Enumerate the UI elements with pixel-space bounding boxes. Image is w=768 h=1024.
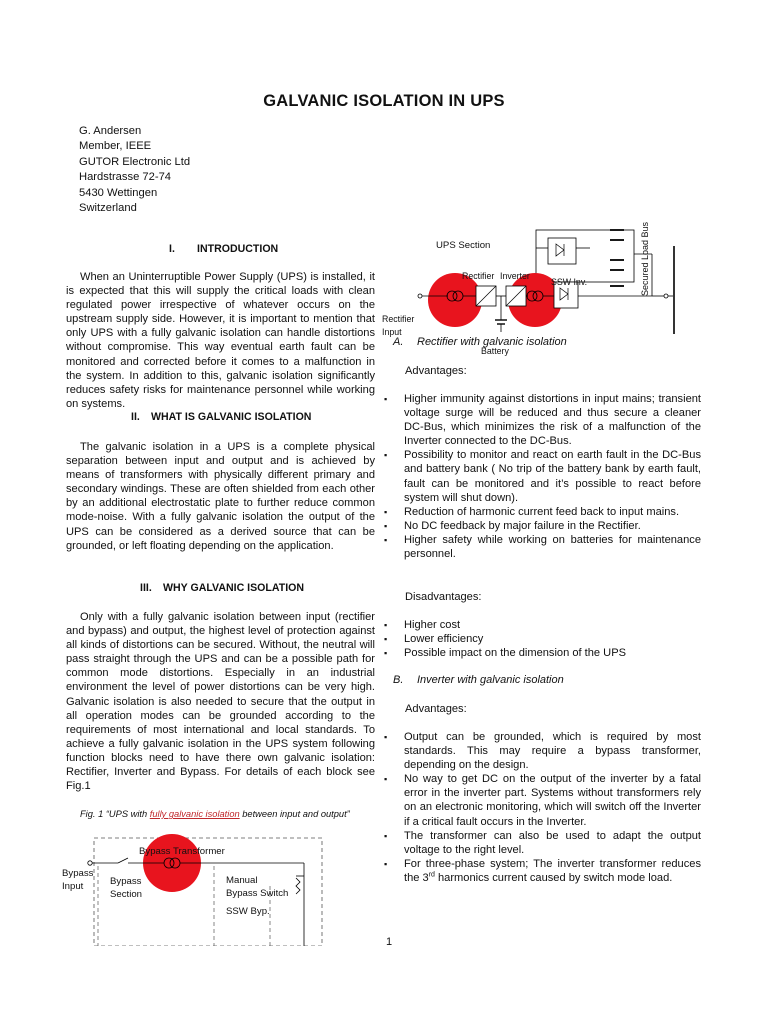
list-item: ▪ Possible impact on the dimension of the UPS [404, 646, 701, 660]
label-ssw-inv: SSW Inv. [551, 277, 588, 287]
subsection-a-heading: A. Rectifier with galvanic isolation [393, 336, 567, 348]
list-item: ▪ The transformer can also be used to adapt the output voltage to the right level. [404, 829, 701, 857]
section-heading-introduction: I. INTRODUCTION [169, 243, 279, 255]
advantages-b-label: Advantages: [405, 703, 467, 715]
label-inverter: Inverter [500, 271, 530, 281]
label-bypass-input-1: Bypass [62, 868, 94, 879]
advantages-a-list [404, 392, 701, 561]
author-city: 5430 Wettingen [79, 186, 158, 199]
list-item: ▪ Reduction of harmonic current feed back to input mains. [404, 505, 701, 519]
label-bypass-transformer: Bypass Transformer [139, 846, 225, 857]
list-item: ▪ Higher immunity against distortions in input mains; transient voltage surge will be reduced and thus secure a cleaner DC-Bus, which minimizes the risk of a malfunction of the Inverter connected to the DC-Bus. [404, 392, 701, 448]
label-rectifier-input-2: Input [382, 327, 402, 337]
list-item: ▪ Lower efficiency [404, 632, 701, 646]
author-company: GUTOR Electronic Ltd [79, 155, 191, 168]
list-item: ▪ No way to get DC on the output of the inverter by a fatal error in the inverter part. Systems without transformers rely on an electronic monitoring, which will switch off the Inverter if a critical fault occurs in the Inverter. [404, 772, 701, 828]
label-battery: Battery [481, 346, 509, 356]
label-ups-section: UPS Section [436, 240, 491, 251]
disadvantages-a-list [404, 618, 701, 660]
subsection-b-heading: B. Inverter with galvanic isolation [393, 674, 564, 686]
figure-1-caption: Fig. 1 “UPS with fully galvanic isolation between input and output” [80, 809, 350, 819]
label-ssw-byp: SSW Byp. [226, 906, 270, 917]
ssw-bypass-box [548, 238, 576, 264]
manual-bypass-switch-symbol [296, 878, 300, 894]
advantages-a-label: Advantages: [405, 365, 467, 377]
label-manual-2: Bypass Switch [226, 888, 289, 899]
author-name: G. Andersen [79, 125, 142, 137]
section-heading-why: III. WHY GALVANIC ISOLATION [140, 582, 305, 594]
bypass-input-terminal [88, 861, 92, 865]
label-secured-load-bus: Secured Load Bus [640, 221, 650, 296]
section-heading-what-is: II. WHAT IS GALVANIC ISOLATION [131, 411, 312, 423]
label-rectifier-input-1: Rectifier [382, 314, 415, 324]
list-item: ▪ Higher safety while working on batteries for maintenance personnel. [404, 533, 701, 561]
figure-1-bypass-diagram [60, 826, 340, 946]
label-bypass-section-2: Section [110, 889, 142, 900]
author-street: Hardstrasse 72-74 [79, 171, 172, 184]
page-number: 1 [386, 936, 393, 948]
rectifier-input-terminal [418, 294, 422, 298]
disadvantages-a-label: Disadvantages: [405, 591, 482, 603]
label-manual-1: Manual [226, 875, 258, 886]
what-is-paragraph: The galvanic isolation in a UPS is a complete physical separation between input and output and is achieved by means of transformers with physically different primary and secondary windings. These are often shielded from each other by an additional electrostatic plate to further reduce common mode-noise. With a fully galvanic isolation the output of the UPS can be considered as a derived source that can be grounded, or left floating depending on the application. [66, 441, 375, 552]
list-item: ▪ For three-phase system; The inverter transformer reduces the 3rd harmonics current caused by switch mode load. [404, 857, 701, 885]
author-country: Switzerland [79, 202, 137, 215]
advantages-b-list [404, 730, 701, 885]
output-terminal [664, 294, 668, 298]
label-rectifier: Rectifier [462, 271, 495, 281]
introduction-paragraph: When an Uninterruptible Power Supply (UPS) is installed, it is expected that this will supply the critical loads with clean regulated power irrespective of whatever occurs on the upstream supply side. However, it is important to mention that only UPS with a fully galvanic isolation can handle distortions without compromise. This way eventual earth fault can be monitored and corrected before it comes to a malfunction in the system. In addition to this, galvanic isolation significantly reduces safety risks for maintenance personnel while working on systems. [66, 271, 375, 410]
label-bypass-section-1: Bypass [110, 876, 142, 887]
author-membership: Member, IEEE [79, 140, 152, 153]
list-item: ▪ Output can be grounded, which is required by most standards. This may require a bypass transformer, depending on the design. [404, 730, 701, 772]
label-bypass-input-2: Input [62, 881, 84, 892]
paper-title: GALVANIC ISOLATION IN UPS [263, 92, 505, 110]
why-paragraph: Only with a fully galvanic isolation between input (rectifier and bypass) and output, the highest level of protection against all kinds of distortions can be secured. Without, the neutral will pass straight through the UPS and can be a possible path for common mode distortions. Especially in an industrial environment the level of power distortions can be very high. Galvanic isolation is also needed to secure that the output in all operation modes can be grounded according to the requirements of most international and local standards. To achieve a fully galvanic isolation in the UPS system following function blocks need to have there own galvanic isolation: Rectifier, Inverter and Bypass. For details of each block see Fig.1 [66, 611, 375, 793]
list-item: ▪ Possibility to monitor and react on earth fault in the DC-Bus and battery bank ( No trip of the battery bank by earth fault, fault can be monitored and it’s possible to react before system will shut down). [404, 448, 701, 504]
bypass-input-switch [118, 858, 128, 863]
list-item: ▪ No DC feedback by major failure in the Rectifier. [404, 519, 701, 533]
list-item: ▪ Higher cost [404, 618, 701, 632]
author-block [79, 124, 190, 216]
caption-highlight-link[interactable]: fully galvanic isolation [149, 809, 240, 819]
